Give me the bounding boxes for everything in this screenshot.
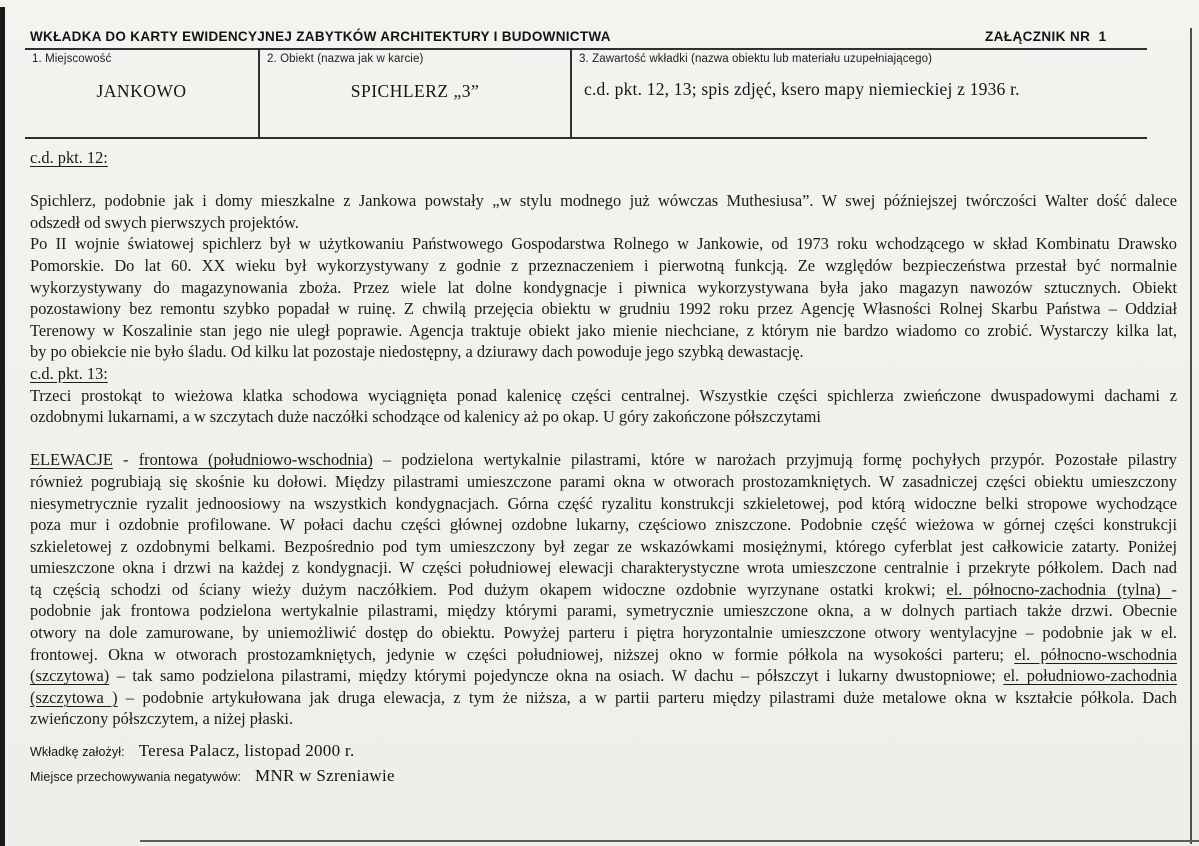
attachment-number: ZAŁĄCZNIK NR 1 <box>985 29 1107 44</box>
contents-value: c.d. pkt. 12, 13; spis zdjęć, ksero mapy niemieckiej z 1936 r. <box>584 79 1020 99</box>
text-line: Trzeci prostokąt to wieżowa klatka schodowa wyciągnięta ponad kalenicę części centralnej. Wszystkie części spichlerza zwieńczone dwuspadowymi dachami z <box>30 385 1177 405</box>
object-value: SPICHLERZ „3” <box>350 81 480 101</box>
text-line: zwieńczony półszczytem, a niżej płaski. <box>30 709 294 729</box>
text-line: niesymetrycznie ryzalit jednoosiowy na wszystkich kondygnacjach. Górna część ryzalitu konstrukcji szkieletowej, pod którą widoczne belki stropowe wychodzące <box>30 493 1177 513</box>
text-line: ELEWACJE - frontowa (południowo-wschodnia) – podzielona wertykalnie pilastrami, które w narożach przyjmują formę pochyłych przypór. Pozostałe pilastry <box>30 450 1177 470</box>
text-line: wykorzystywany do magazynowania zboża. Przez wiele lat dolne kondygnacje i piwnica wykorzystywana była jako magazyn nawozów sztucznych. Obiekt <box>30 277 1177 297</box>
text-line: pozostawiony bez remontu szybko popadał w ruinę. Z chwilą przejęcia obiektu w grudniu 1992 roku przez Agencję Własności Rolnej Skarbu Państwa – Oddział <box>30 299 1177 319</box>
text-line: poza mur i ozdobnie profilowane. W połaci dachu części głównej ozdobne lukarny, częściowo zniszczone. Podobnie część wieżowa w górnej części konstrukcji <box>30 515 1177 535</box>
text-line <box>30 428 1177 450</box>
text-line: c.d. pkt. 13: <box>30 363 108 383</box>
contents-label: 3. Zawartość wkładki (nazwa obiektu lub materiału uzupełniającego) <box>579 53 933 65</box>
text-line: Po II wojnie światowej spichlerz był w użytkowaniu Państwowego Gospodarstwa Rolnego w Jankowie, od 1973 roku wchodzącego w skład Kombinatu Drawsko <box>30 234 1177 254</box>
negatives-label: Miejsce przechowywania negatywów: <box>30 770 242 784</box>
footer-founder-row <box>30 741 355 761</box>
founder-value: Teresa Palacz, listopad 2000 r. <box>138 741 355 760</box>
table-cell-contents <box>572 50 1147 137</box>
text-line: (szczytowa ) – podobnie artykułowana jak druga elewacja, z tym że niższa, a w partii parteru między pilastrami duże metalowe okna w kształcie półkola. Dach <box>30 687 1177 707</box>
locality-value: JANKOWO <box>96 81 187 101</box>
negatives-value: MNR w Szreniawie <box>255 766 395 785</box>
scan-edge-right <box>1190 28 1192 844</box>
header-table <box>25 48 1147 139</box>
text-line: szkieletowej z ozdobnymi belkami. Bezpośrednio pod tym umieszczony był zegar ze wskazówkami mosiężnymi, którego cyferblat jest całkowicie zatarty. Poniżej <box>30 536 1177 556</box>
text-line: otwory na dole zamurowane, by uniemożliwić dostęp do obiektu. Powyżej parteru i piętra horyzontalnie umieszczone otwory wentylacyjne – podobnie jak w el. <box>30 623 1177 643</box>
text-line: c.d. pkt. 12: <box>30 148 108 167</box>
footer-negatives-row <box>30 766 395 786</box>
text-line: Terenowy w Koszalinie stan jego nie uległ poprawie. Agencja traktuje obiekt jako mienie niechciane, z którym nie bardzo wiadomo co zrobić. Wystarczy kilka lat, <box>30 320 1177 340</box>
founder-label: Wkładkę założył: <box>30 745 125 759</box>
text-line: Pomorskie. Do lat 60. XX wieku był wykorzystywany z godnie z przeznaczeniem i pierwotną funkcją. Ze względów bezpieczeństwa przestał być normalnie <box>30 255 1177 275</box>
text-line: (szczytowa) – tak samo podzielona pilastrami, między którymi pojedyncze okna na osiach. W dachu – półszczyt i lukarny dwustopniowe; el. południowo-zachodnia <box>30 666 1177 686</box>
text-line: tą częścią schodzi od ściany wieży dużym naczółkiem. Pod dużym okapem widoczne ozdobnie wyrzynane ostatki krokwi; el. północno-zachodnia (tylna) - <box>30 579 1177 599</box>
text-line: Spichlerz, podobnie jak i domy mieszkalne z Jankowa powstały „w stylu modnego już wówczas Muthesiusa”. W swej późniejszej twórczości Walter dość dalece <box>30 191 1177 211</box>
text-line: by po obiekcie nie było śladu. Od kilku lat pozostaje niedostępny, a dziurawy dach powoduje jego szybką dewastację. <box>30 342 804 362</box>
text-line: odszedł od swych pierwszych projektów. <box>30 212 299 232</box>
document-body <box>30 147 1177 730</box>
text-line: podobnie jak frontowa podzielona wertykalnie pilastrami, między którymi parami, symetrycznie umieszczone okna, a w dolnych partiach także drzwi. Obecnie <box>30 601 1177 621</box>
text-line: również pogrubiają się skośnie ku dołowi. Między pilastrami umieszczone parami okna w otworach prostozamkniętych. W zasadniczej części obiektu umieszczony <box>30 471 1177 491</box>
text-line: umieszczone okna i drzwi na każdej z kondygnacji. W części południowej elewacji charakterystyczne wrota umieszczone centralnie i przekryte półkolem. Dach nad <box>30 558 1177 578</box>
scan-edge-bottom <box>140 840 1199 842</box>
text-line: frontowej. Okna w otworach prostozamkniętych, jedynie w części południowej, niższej okno w formie półkola na wysokości parteru; el. północno-wschodnia <box>30 644 1177 664</box>
object-label: 2. Obiekt (nazwa jak w karcie) <box>267 53 424 65</box>
table-cell-locality <box>25 50 260 137</box>
document-title: WKŁADKA DO KARTY EWIDENCYJNEJ ZABYTKÓW ARCHITEKTURY I BUDOWNICTWA <box>30 29 611 44</box>
text-line: ozdobnymi lukarnami, a w szczytach duże naczółki schodzące od kalenicy aż po okap. U góry zakończone półszczytami <box>30 407 821 427</box>
text-line <box>30 169 1177 191</box>
locality-label: 1. Miejscowość <box>32 53 112 65</box>
table-cell-object <box>260 50 572 137</box>
scan-edge-left <box>0 7 5 846</box>
